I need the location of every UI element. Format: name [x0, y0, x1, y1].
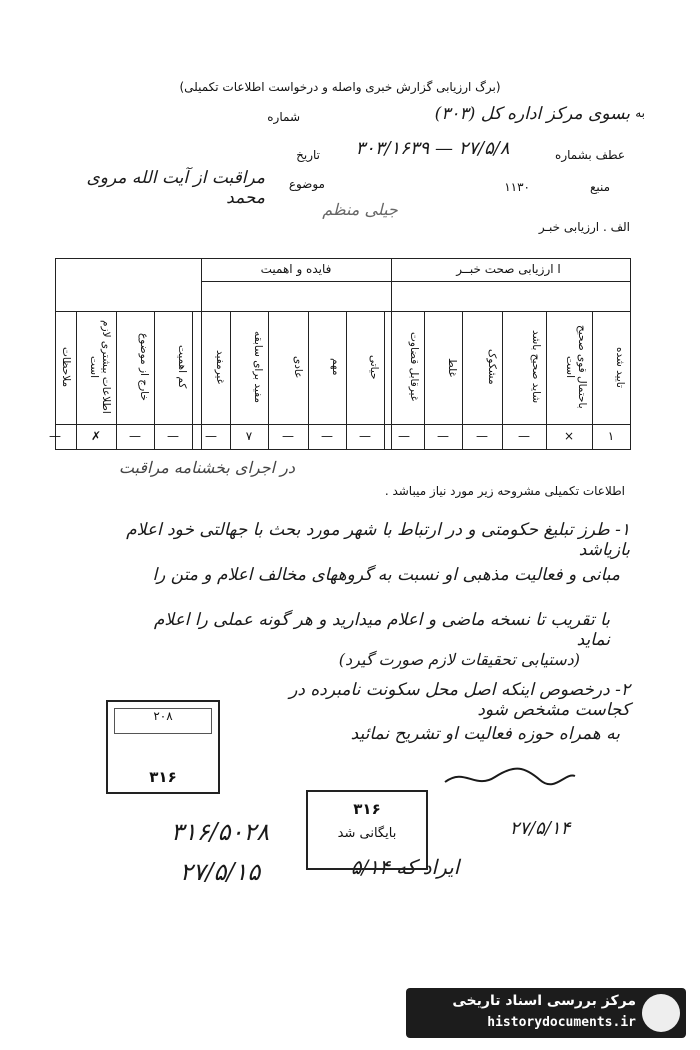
column-divider: [308, 311, 309, 449]
cell-value: ×: [563, 429, 575, 443]
column-divider: [592, 311, 593, 449]
cell-value: —: [129, 429, 141, 443]
column-divider: [268, 311, 269, 449]
source-label: منبع: [589, 180, 610, 194]
additional-info-line: اطلاعات تکمیلی مشروحه زیر مورد نیاز میباشد .: [384, 484, 625, 498]
bottom-number: ۳۱۶/۵۰۲۸: [170, 818, 270, 846]
bottom-date: ۲۷/۵/۱۵: [179, 858, 261, 886]
cell-value: —: [398, 429, 410, 443]
handwritten-line: به همراه حوزه فعالیت او تشریح نمائید: [350, 724, 620, 744]
table-divider: [56, 311, 630, 312]
archive-emblem-icon: [642, 994, 680, 1032]
table-divider: [201, 281, 630, 282]
logo-url: historydocuments.ir: [487, 1015, 636, 1030]
signature-date: ۲۷/۵/۱۴: [509, 818, 571, 839]
cell-value: —: [282, 429, 294, 443]
left-stamp: [106, 700, 220, 794]
cell-value: ۷: [245, 429, 253, 443]
column-divider: [346, 311, 347, 449]
column-divider: [462, 311, 463, 449]
table-divider: [56, 424, 630, 425]
signature: [440, 762, 580, 792]
source-value: ۱۱۳۰: [504, 180, 530, 194]
cell-value: —: [205, 429, 217, 443]
group-importance-header: فایده و اهمیت: [260, 262, 332, 276]
form-title: (برگ ارزیابی گزارش خبری واصله و درخواست اطلاعات تکمیلی): [179, 80, 501, 94]
right-stamp-number: ۳۱۶: [353, 800, 381, 818]
recipient-handwritten: بسوی مرکز اداره کل (۳۰۳): [434, 104, 630, 124]
logo-title: مرکز بررسی اسناد تاریخی: [452, 993, 636, 1009]
ref-handwritten: ۲۷/۵/۸ — ۳۰۳/۱۶۳۹: [355, 138, 510, 159]
cell-value: ✗: [90, 429, 102, 443]
cell-value: —: [359, 429, 371, 443]
to-label: به: [635, 106, 645, 120]
column-divider: [384, 311, 385, 449]
column-divider: [154, 311, 155, 449]
column-header: مهم: [330, 358, 342, 376]
column-divider: [502, 311, 503, 449]
column-divider: [192, 311, 193, 449]
cell-value: —: [518, 429, 530, 443]
handwritten-line: ۱- طرز تبلیغ حکومتی و در ارتباط با شهر مورد بحث با جهالتی خود اعلام بازیاشد: [126, 520, 630, 560]
column-header: اطلاعات بیشتری لازم است: [88, 320, 112, 414]
column-divider: [76, 311, 77, 449]
column-divider: [116, 311, 117, 449]
column-header: غلط: [446, 357, 458, 377]
subject-label: موضوع: [288, 177, 325, 191]
column-header: غیرقابل قضاوت: [408, 332, 420, 402]
group-accuracy-header: ا ارزیابی صحت خبــر: [456, 262, 561, 276]
subject-handwritten: مراقبت از آیت الله مروی محمد: [86, 168, 265, 208]
column-header: باحتمال قوی صحیح است: [564, 325, 588, 409]
number-label: شماره: [267, 110, 300, 124]
ref-label: عطف بشماره: [555, 148, 625, 162]
handwritten-line: ۲- درخصوص اینکه اصل محل سکونت نامبرده در کجاست مشخص شود: [289, 680, 630, 720]
archive-logo: [406, 988, 686, 1038]
column-divider: [230, 311, 231, 449]
column-header: تایید شده: [614, 346, 626, 388]
evaluation-table: [49, 258, 631, 450]
column-header: مفید برای سابقه: [252, 330, 264, 403]
cell-value: —: [321, 429, 333, 443]
cell-value: —: [167, 429, 179, 443]
cell-value: —: [476, 429, 488, 443]
column-header: عادی: [292, 355, 304, 379]
left-stamp-number: ۳۱۶: [149, 768, 177, 786]
evaluation-handwritten: جیلی منظم: [322, 200, 398, 219]
column-divider: [546, 311, 547, 449]
column-header: ملاحظات: [60, 346, 72, 388]
cell-value: ۱: [607, 429, 615, 443]
column-header: خارج از موضوع: [138, 333, 150, 401]
column-header: مشکوک: [486, 349, 498, 385]
handwritten-line: (دستیابی تحقیقات لازم صورت گیرد): [338, 650, 580, 669]
column-header: کم اهمیت: [176, 345, 188, 389]
date-label: تاریخ: [296, 148, 320, 162]
cell-value: —: [49, 429, 61, 443]
handwritten-line: مبانی و فعالیت مذهبی او نسبت به گروههای مخالف اعلام و متن را: [152, 565, 620, 585]
right-stamp-text: بایگانی شد: [337, 826, 397, 841]
left-stamp-top: ۲۰۸: [114, 708, 212, 734]
section-label: الف . ارزیابی خبـر: [538, 220, 630, 234]
handwritten-line: با تقریب تا نسخه ماضی و اعلام میدارید و هر گونه عملی را اعلام نماید: [153, 610, 610, 650]
column-header: حیاتی: [368, 354, 380, 380]
right-stamp: [306, 790, 428, 870]
handwritten-note-top: در اجرای بخشنامه مراقبت: [118, 458, 295, 477]
bottom-note: ایراد که ۵/۱۴: [350, 855, 460, 879]
column-header: غیرمفید: [214, 349, 226, 385]
column-divider: [424, 311, 425, 449]
column-header: شاید صحیح باشد: [530, 330, 542, 404]
cell-value: —: [437, 429, 449, 443]
